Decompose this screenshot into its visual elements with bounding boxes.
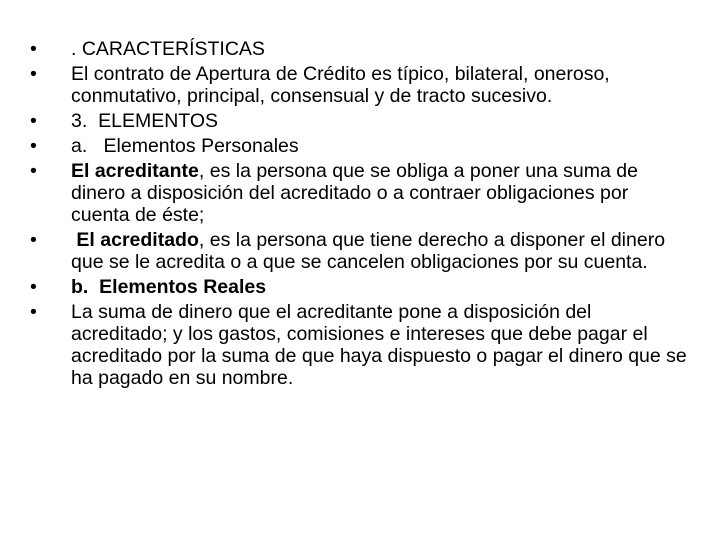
bullet-bold-term: El acreditado (71, 229, 199, 251)
bullet-item-acreditante (30, 160, 690, 226)
bullet-icon: • (30, 135, 37, 157)
bullet-icon: • (30, 160, 37, 182)
bullet-text: . CARACTERÍSTICAS (71, 38, 265, 60)
bullet-icon: • (30, 63, 37, 85)
bullet-item-elementos (30, 110, 690, 132)
bullet-text: 3. ELEMENTOS (71, 110, 219, 132)
bullet-list (30, 38, 693, 392)
bullet-item-suma-dinero (30, 301, 693, 389)
bullet-text: La suma de dinero que el acreditante pone a disposición del acreditado; y los gastos, comisiones e intereses que debe pagar el acreditado por la suma de que haya dispuesto o pagar el dinero que se ha pagado en su nombre. (71, 301, 693, 389)
bullet-bold-term: El acreditante (71, 160, 199, 182)
bullet-icon: • (30, 38, 37, 60)
bullet-icon: • (30, 229, 37, 251)
bullet-bold-term: b. Elementos Reales (71, 276, 267, 298)
bullet-text: El contrato de Apertura de Crédito es típico, bilateral, oneroso, conmutativo, principal, consensual y de tracto sucesivo. (71, 63, 616, 107)
bullet-text: , es la persona que se obliga a poner una suma de dinero a disposición del acreditado o a contraer obligaciones por cuenta de éste; (71, 160, 644, 226)
bullet-item-contrato (30, 63, 690, 107)
bullet-item-caracteristicas (30, 38, 690, 60)
bullet-text: , es la persona que tiene derecho a disponer el dinero que se le acredita o a que se cancelen obligaciones por su cuenta. (71, 229, 671, 273)
bullet-text: a. Elementos Personales (71, 135, 299, 157)
bullet-item-elementos-reales (30, 276, 690, 298)
bullet-item-elementos-personales (30, 135, 690, 157)
bullet-icon: • (30, 110, 37, 132)
bullet-icon: • (30, 301, 37, 323)
bullet-item-acreditado (30, 229, 690, 273)
bullet-icon: • (30, 276, 37, 298)
